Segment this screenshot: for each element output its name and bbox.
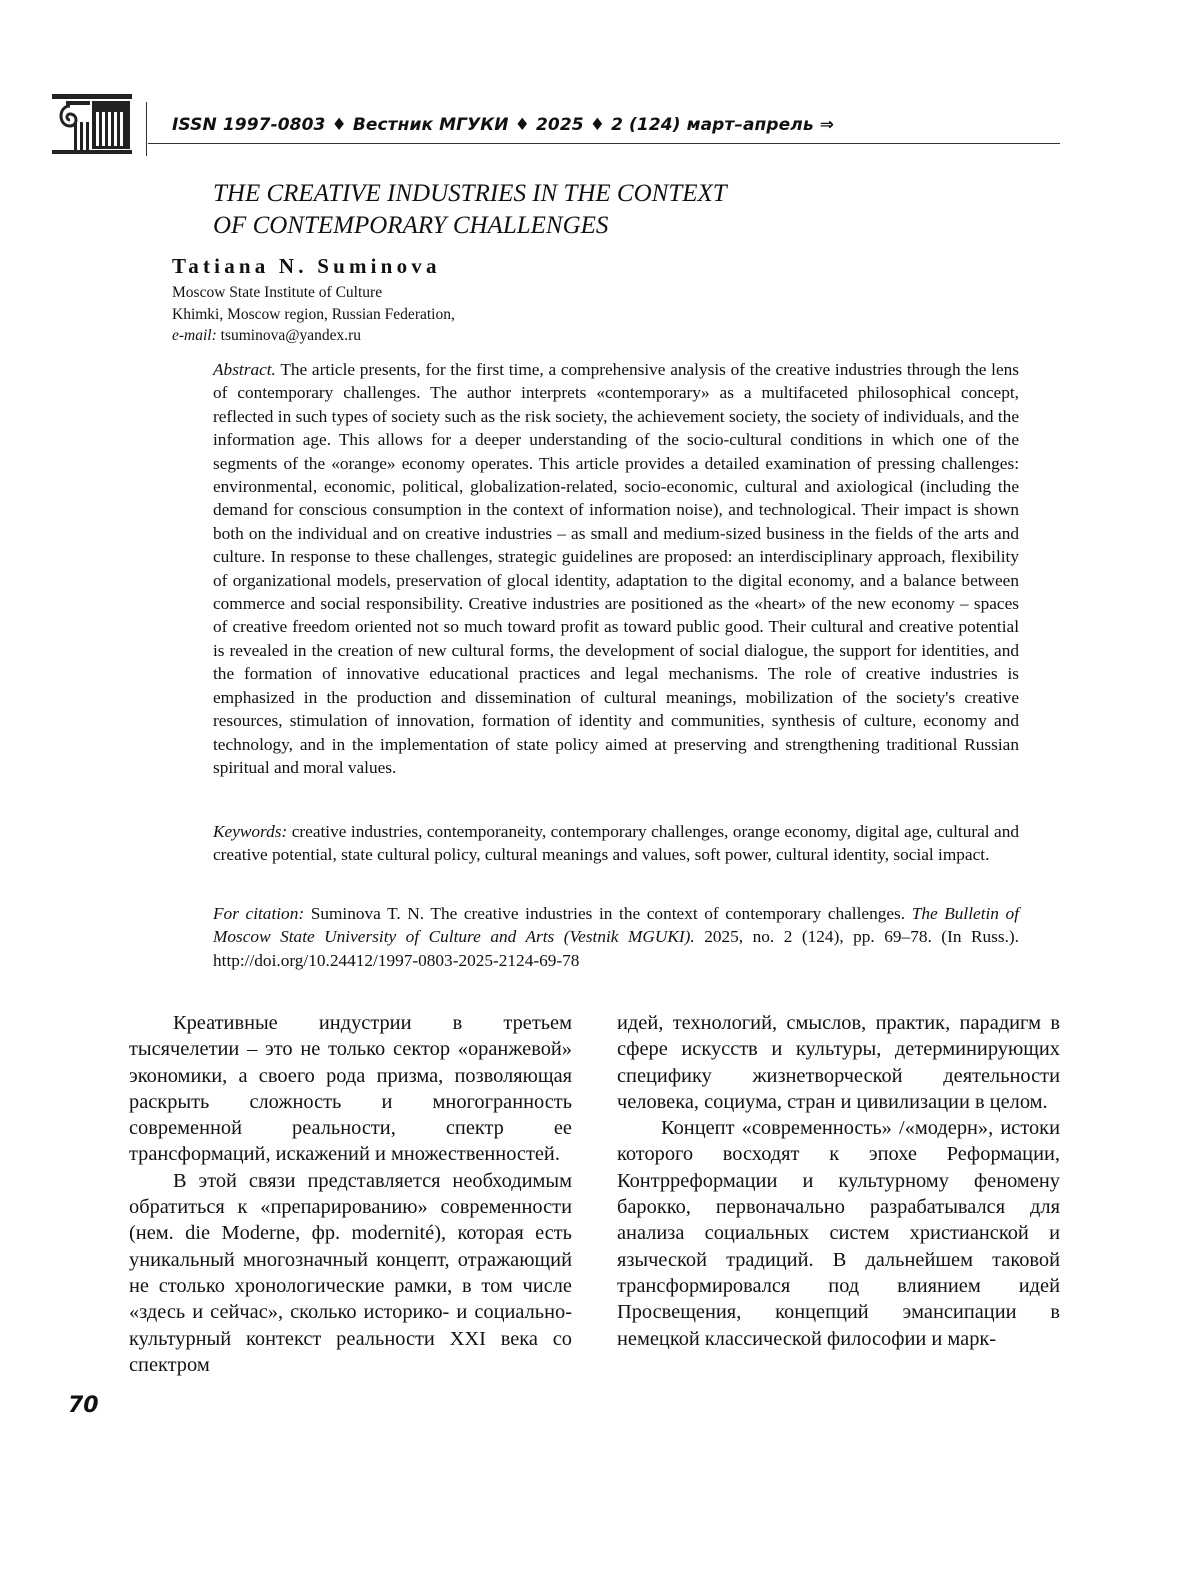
page-number: 70: [68, 1393, 99, 1418]
header-divider-horizontal: [148, 143, 1060, 144]
keywords-label: Keywords:: [213, 822, 288, 841]
body-paragraph: Креативные индустрии в третьем тысячелетии – это не только сектор «оранжевой» экономики, а своего рода призма, позволяющая раскрыть сложность и многогранность современной реальности, спектр ее трансформаций, искажений и множественностей.: [129, 1012, 572, 1166]
abstract: [213, 358, 1019, 779]
citation-details: 2025, no. 2 (124), pp. 69–78. (In Russ.).: [704, 927, 1019, 947]
title-line: THE CREATIVE INDUSTRIES IN THE CONTEXT: [213, 180, 727, 207]
email-address[interactable]: tsuminova@yandex.ru: [220, 327, 362, 344]
running-head: ISSN 1997-0803 ♦ Вестник МГУКИ ♦ 2025 ♦ 2 (124) март–апрель ⇒: [172, 115, 835, 135]
keywords: [213, 820, 1019, 867]
body-column-right: [617, 1010, 1060, 1352]
body-paragraph: В этой связи представляется необходимым обратиться к «препарированию» современности (нем. die Moderne, фр. modernité), которая есть уникальный многозначный концепт, отражающий не столько хронологические рамки, в том числе «здесь и сейчас», сколько историко- и социально-культурный контекст реальности XXI века со спектром: [129, 1169, 572, 1376]
affiliation-line: Khimki, Moscow region, Russian Federation,: [172, 305, 455, 323]
keywords-text: creative industries, contemporaneity, contemporary challenges, orange economy, digital age, cultural and creative potential, state cultural policy, cultural meanings and values, soft power, cultural identity, social impact.: [213, 822, 1019, 865]
email-label: e-mail:: [172, 327, 217, 344]
citation-text: Suminova T. N. The creative industries in the context of contemporary challenges.: [310, 904, 906, 923]
body-column-left: [129, 1010, 572, 1378]
citation-journal: The Bulletin of Moscow State University of Culture and Arts (Vestnik MGUKI).: [213, 904, 1020, 947]
journal-logo-icon: [52, 92, 132, 158]
citation: [213, 902, 1019, 972]
abstract-label: Abstract.: [213, 360, 276, 379]
abstract-text: The article presents, for the first time, a comprehensive analysis of the creative industries through the lens of contemporary challenges. The author interprets «contemporary» as a multifaceted philosophical concept, reflected in such types of society such as the risk society, the achievement society, the society of individuals, and the information age. This allows for a deeper understanding of the socio-cultural conditions in which one of the segments of the «orange» economy operates. This article provides a detailed examination of pressing challenges: environmental, economic, political, globalization-related, socio-economic, cultural and axiological (including the demand for conscious consumption in the context of information noise), and technological. Their impact is shown both on the individual and on creative industries – as small and medium-sized business in the fields of the arts and culture. In response to these challenges, strategic guidelines are proposed: an interdisciplinary approach, flexibility of organizational models, preservation of glocal identity, adaptation to the digital economy, and a balance between commerce and social responsibility. Creative industries are positioned as the «heart» of the new economy – spaces of creative freedom oriented not so much toward profit as toward public good. Their cultural and creative potential is revealed in the creation of new cultural forms, the development of social dialogue, the support for identities, and the formation of innovative educational practices and legal mechanisms. The role of creative industries is emphasized in the production and dissemination of cultural meanings, mobilization of the society's creative resources, stimulation of innovation, formation of identity and communities, synthesis of culture, economy and technology, and in the implementation of state policy aimed at preserving and strengthening traditional Russian spiritual and moral values.: [213, 360, 1020, 777]
body-paragraph: Концепт «современность» /«модерн», истоки которого восходят к эпохе Реформации, Контрреформации и культурному феномену барокко, первоначально разрабатывался для анализа социальных систем христианской и языческой традиций. В дальнейшем таковой трансформировался под влиянием идей Просвещения, концепций эмансипации в немецкой классической философии и марк-: [617, 1117, 1060, 1350]
author-name: Tatiana N. Suminova: [172, 254, 441, 278]
affiliation-block: [172, 282, 455, 347]
title-line: OF CONTEMPORARY CHALLENGES: [213, 212, 609, 239]
affiliation-line: Moscow State Institute of Culture: [172, 284, 383, 301]
header-divider-vertical: [146, 102, 147, 156]
citation-label: For citation:: [213, 904, 305, 923]
article-title: [213, 178, 727, 242]
email-line: [172, 325, 455, 347]
citation-doi-link[interactable]: http://doi.org/10.24412/1997-0803-2025-2124-69-78: [213, 950, 580, 970]
body-paragraph: идей, технологий, смыслов, практик, парадигм в сфере искусств и культуры, детерминирующих специфику жизнетворческой деятельности человека, социума, стран и цивилизации в целом.: [617, 1012, 1060, 1113]
